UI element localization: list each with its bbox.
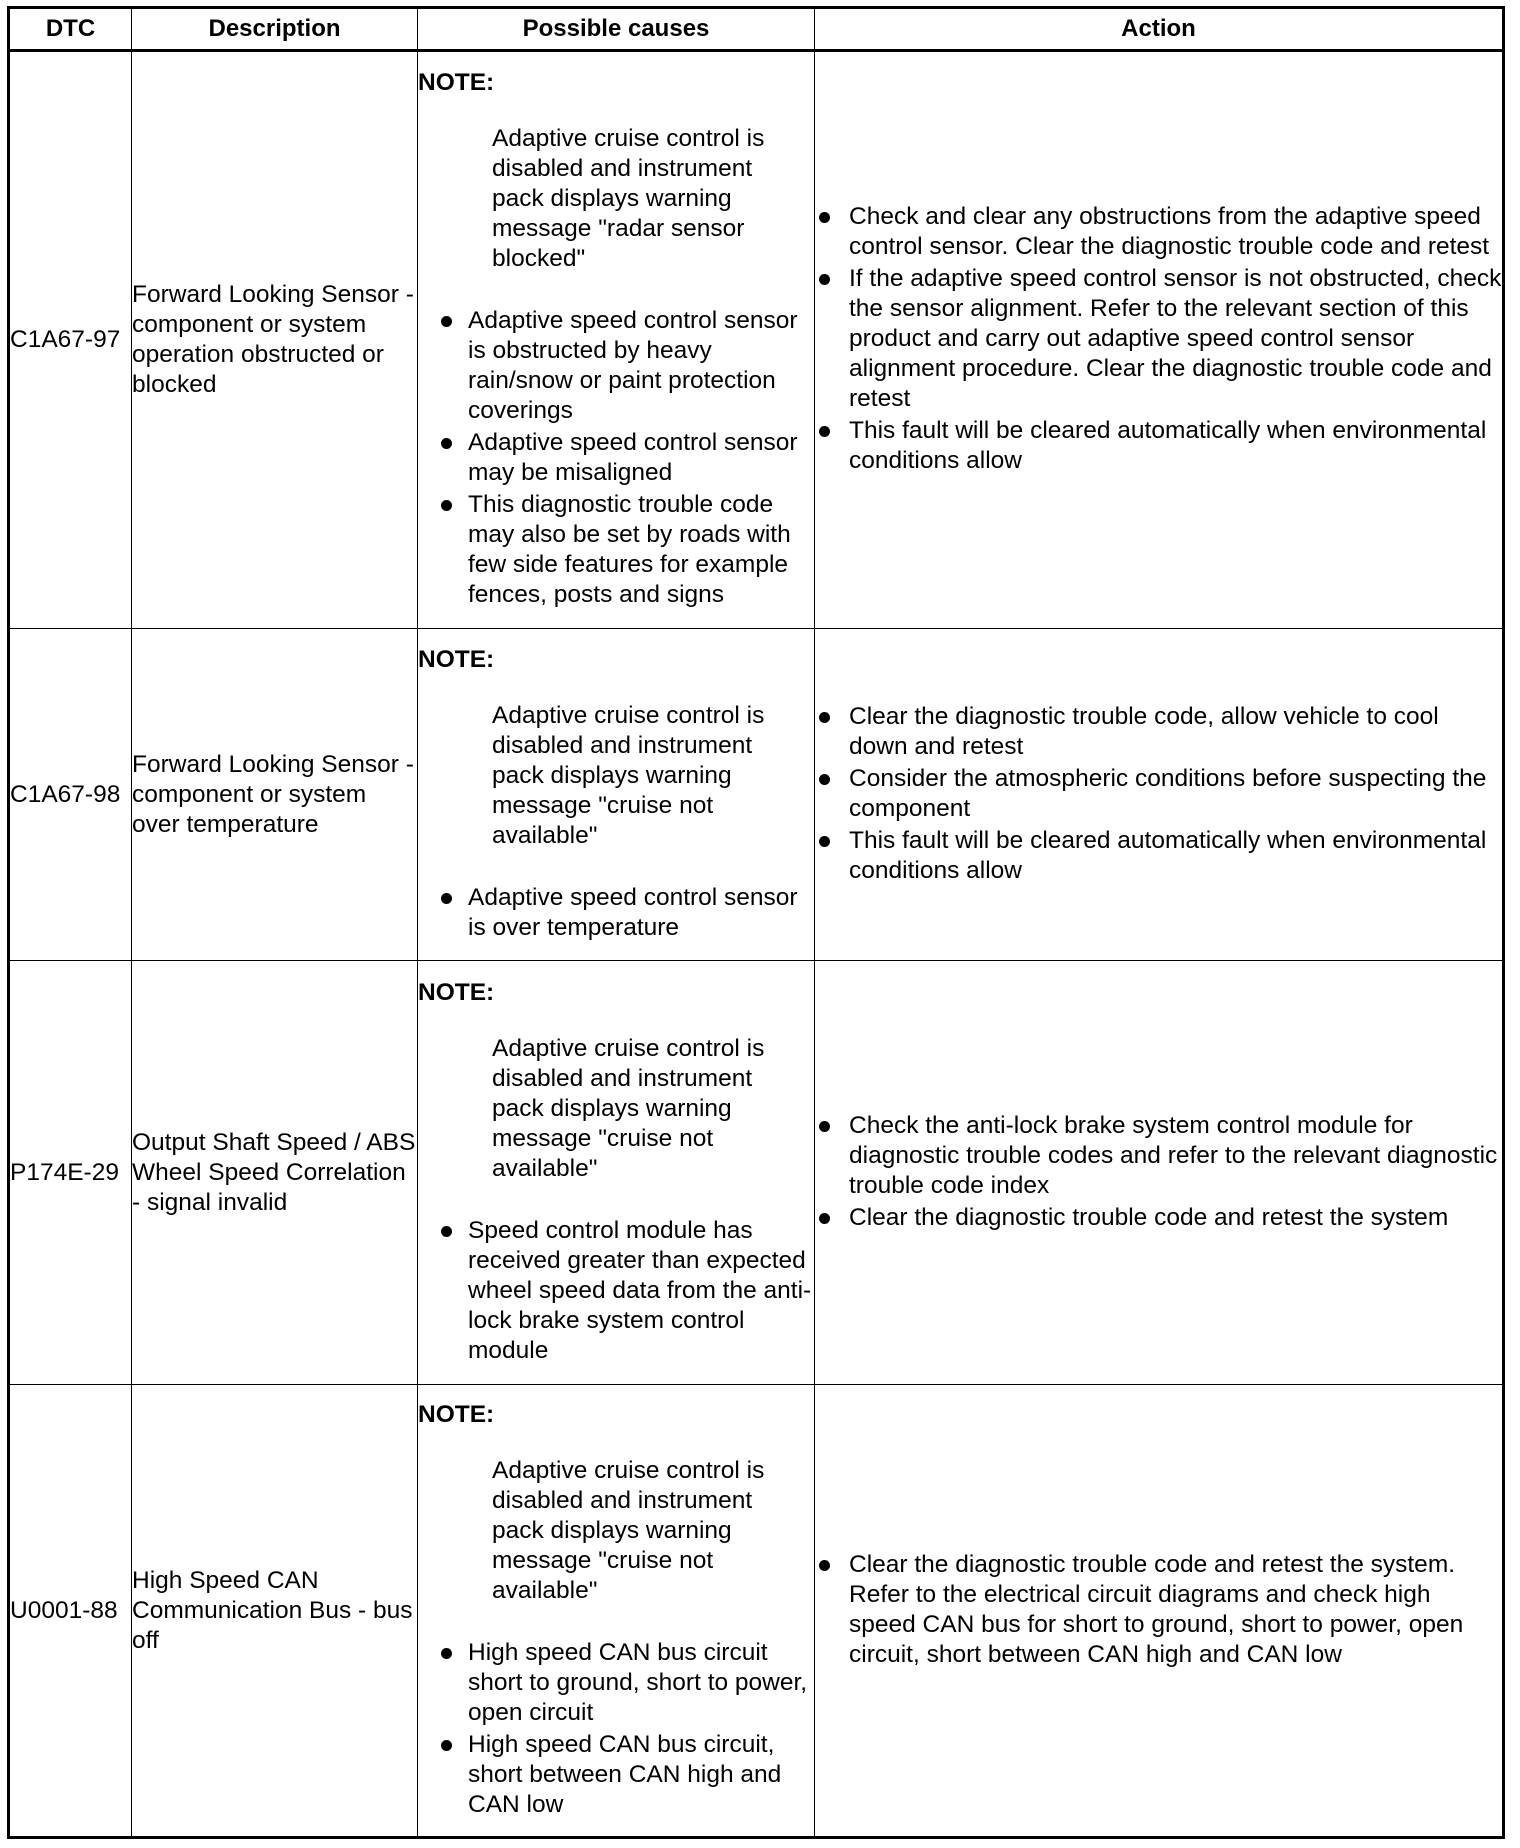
causes-list [418,306,814,610]
actions-list [815,702,1502,886]
header-dtc: DTC [9,8,132,51]
bullet-icon [441,500,452,511]
note-text: Adaptive cruise control is disabled and instrument pack displays warning message "cruise not available" [492,1456,765,1604]
bullet-icon [819,1560,830,1571]
bullet-icon [819,426,830,437]
note-title: NOTE: [418,645,495,673]
action-text: Check the anti-lock brake system control module for diagnostic trouble codes and refer to the relevant diagnostic trouble code index [849,1111,1498,1199]
cause-text: Adaptive speed control sensor is obstructed by heavy rain/snow or paint protection coverings [468,307,798,424]
bullet-icon [819,712,830,723]
action-text: Consider the atmospheric conditions before suspecting the component [849,764,1487,822]
cause-text: High speed CAN bus circuit short to ground, short to power, open circuit [468,1638,808,1726]
dtc-code: P174E-29 [9,961,132,1385]
dtc-code: C1A67-98 [9,629,132,961]
action-cell [815,629,1504,961]
action-text: Clear the diagnostic trouble code and retest the system. Refer to the electrical circuit diagrams and check high speed CAN bus for short to ground, short to power, open circuit, short between CAN high and CAN low [849,1550,1464,1668]
list-item [815,1111,1502,1201]
list-item [815,1550,1502,1670]
bullet-icon [441,1226,452,1237]
dtc-code: C1A67-97 [9,51,132,629]
table-row [9,961,1504,1385]
note-text: Adaptive cruise control is disabled and instrument pack displays warning message "cruise not available" [492,1034,765,1182]
action-text: Clear the diagnostic trouble code, allow vehicle to cool down and retest [849,702,1439,760]
list-item [815,702,1502,762]
note-title: NOTE: [418,1400,495,1428]
cause-text: Adaptive speed control sensor is over temperature [468,883,798,941]
action-text: Clear the diagnostic trouble code and retest the system [849,1203,1449,1231]
header-action: Action [815,8,1504,51]
action-text: This fault will be cleared automatically when environmental conditions allow [849,417,1487,474]
dtc-description: Forward Looking Sensor - component or system operation obstructed or blocked [132,51,418,629]
actions-list [815,1550,1502,1670]
list-item [418,490,814,610]
possible-causes [418,629,815,961]
list-item [815,826,1502,886]
cause-text: This diagnostic trouble code may also be set by roads with few side features for example fences, posts and signs [468,491,791,608]
possible-causes [418,1385,815,1838]
bullet-icon [819,836,830,847]
bullet-icon [819,1213,830,1224]
list-item [418,1216,814,1366]
header-description: Description [132,8,418,51]
causes-list [418,1638,814,1820]
action-text: This fault will be cleared automatically when environmental conditions allow [849,826,1487,884]
action-cell [815,51,1504,629]
action-text: Check and clear any obstructions from the adaptive speed control sensor. Clear the diagnostic trouble code and retest [849,203,1490,260]
dtc-table [7,6,1505,1839]
table-row [9,1385,1504,1838]
bullet-icon [819,274,830,285]
list-item [815,416,1502,476]
note-title: NOTE: [418,69,495,96]
causes-list [418,883,814,943]
list-item [418,1638,814,1728]
bullet-icon [441,893,452,904]
bullet-icon [441,1648,452,1659]
list-item [815,1203,1502,1233]
bullet-icon [441,1740,452,1751]
causes-list [418,1216,814,1366]
table-row [9,51,1504,629]
header-row [9,8,1504,51]
cause-text: Adaptive speed control sensor may be misaligned [468,429,798,486]
actions-list [815,1111,1502,1233]
action-text: If the adaptive speed control sensor is not obstructed, check the sensor alignment. Refer to the relevant section of this product and carry out adaptive speed control sensor alignment procedure. Clear the diagnostic trouble code and retest [849,265,1502,412]
list-item [418,428,814,488]
list-item [418,1730,814,1820]
dtc-description: Forward Looking Sensor - component or system over temperature [132,629,418,961]
list-item [418,306,814,426]
note-title: NOTE: [418,978,495,1006]
possible-causes [418,51,815,629]
table-row [9,629,1504,961]
note-text: Adaptive cruise control is disabled and instrument pack displays warning message "cruise not available" [492,701,765,849]
dtc-code: U0001-88 [9,1385,132,1838]
list-item [418,883,814,943]
possible-causes [418,961,815,1385]
action-cell [815,961,1504,1385]
bullet-icon [441,438,452,449]
cause-text: Speed control module has received greater than expected wheel speed data from the anti-lock brake system control module [468,1216,812,1364]
bullet-icon [819,1121,830,1132]
list-item [815,764,1502,824]
actions-list [815,202,1502,476]
action-cell [815,1385,1504,1838]
dtc-description: Output Shaft Speed / ABS Wheel Speed Correlation - signal invalid [132,961,418,1385]
bullet-icon [819,212,830,223]
bullet-icon [441,316,452,327]
cause-text: High speed CAN bus circuit, short between CAN high and CAN low [468,1730,782,1818]
list-item [815,202,1502,262]
note-text: Adaptive cruise control is disabled and instrument pack displays warning message "radar sensor blocked" [492,125,765,272]
list-item [815,264,1502,414]
header-causes: Possible causes [418,8,815,51]
bullet-icon [819,774,830,785]
dtc-description: High Speed CAN Communication Bus - bus off [132,1385,418,1838]
